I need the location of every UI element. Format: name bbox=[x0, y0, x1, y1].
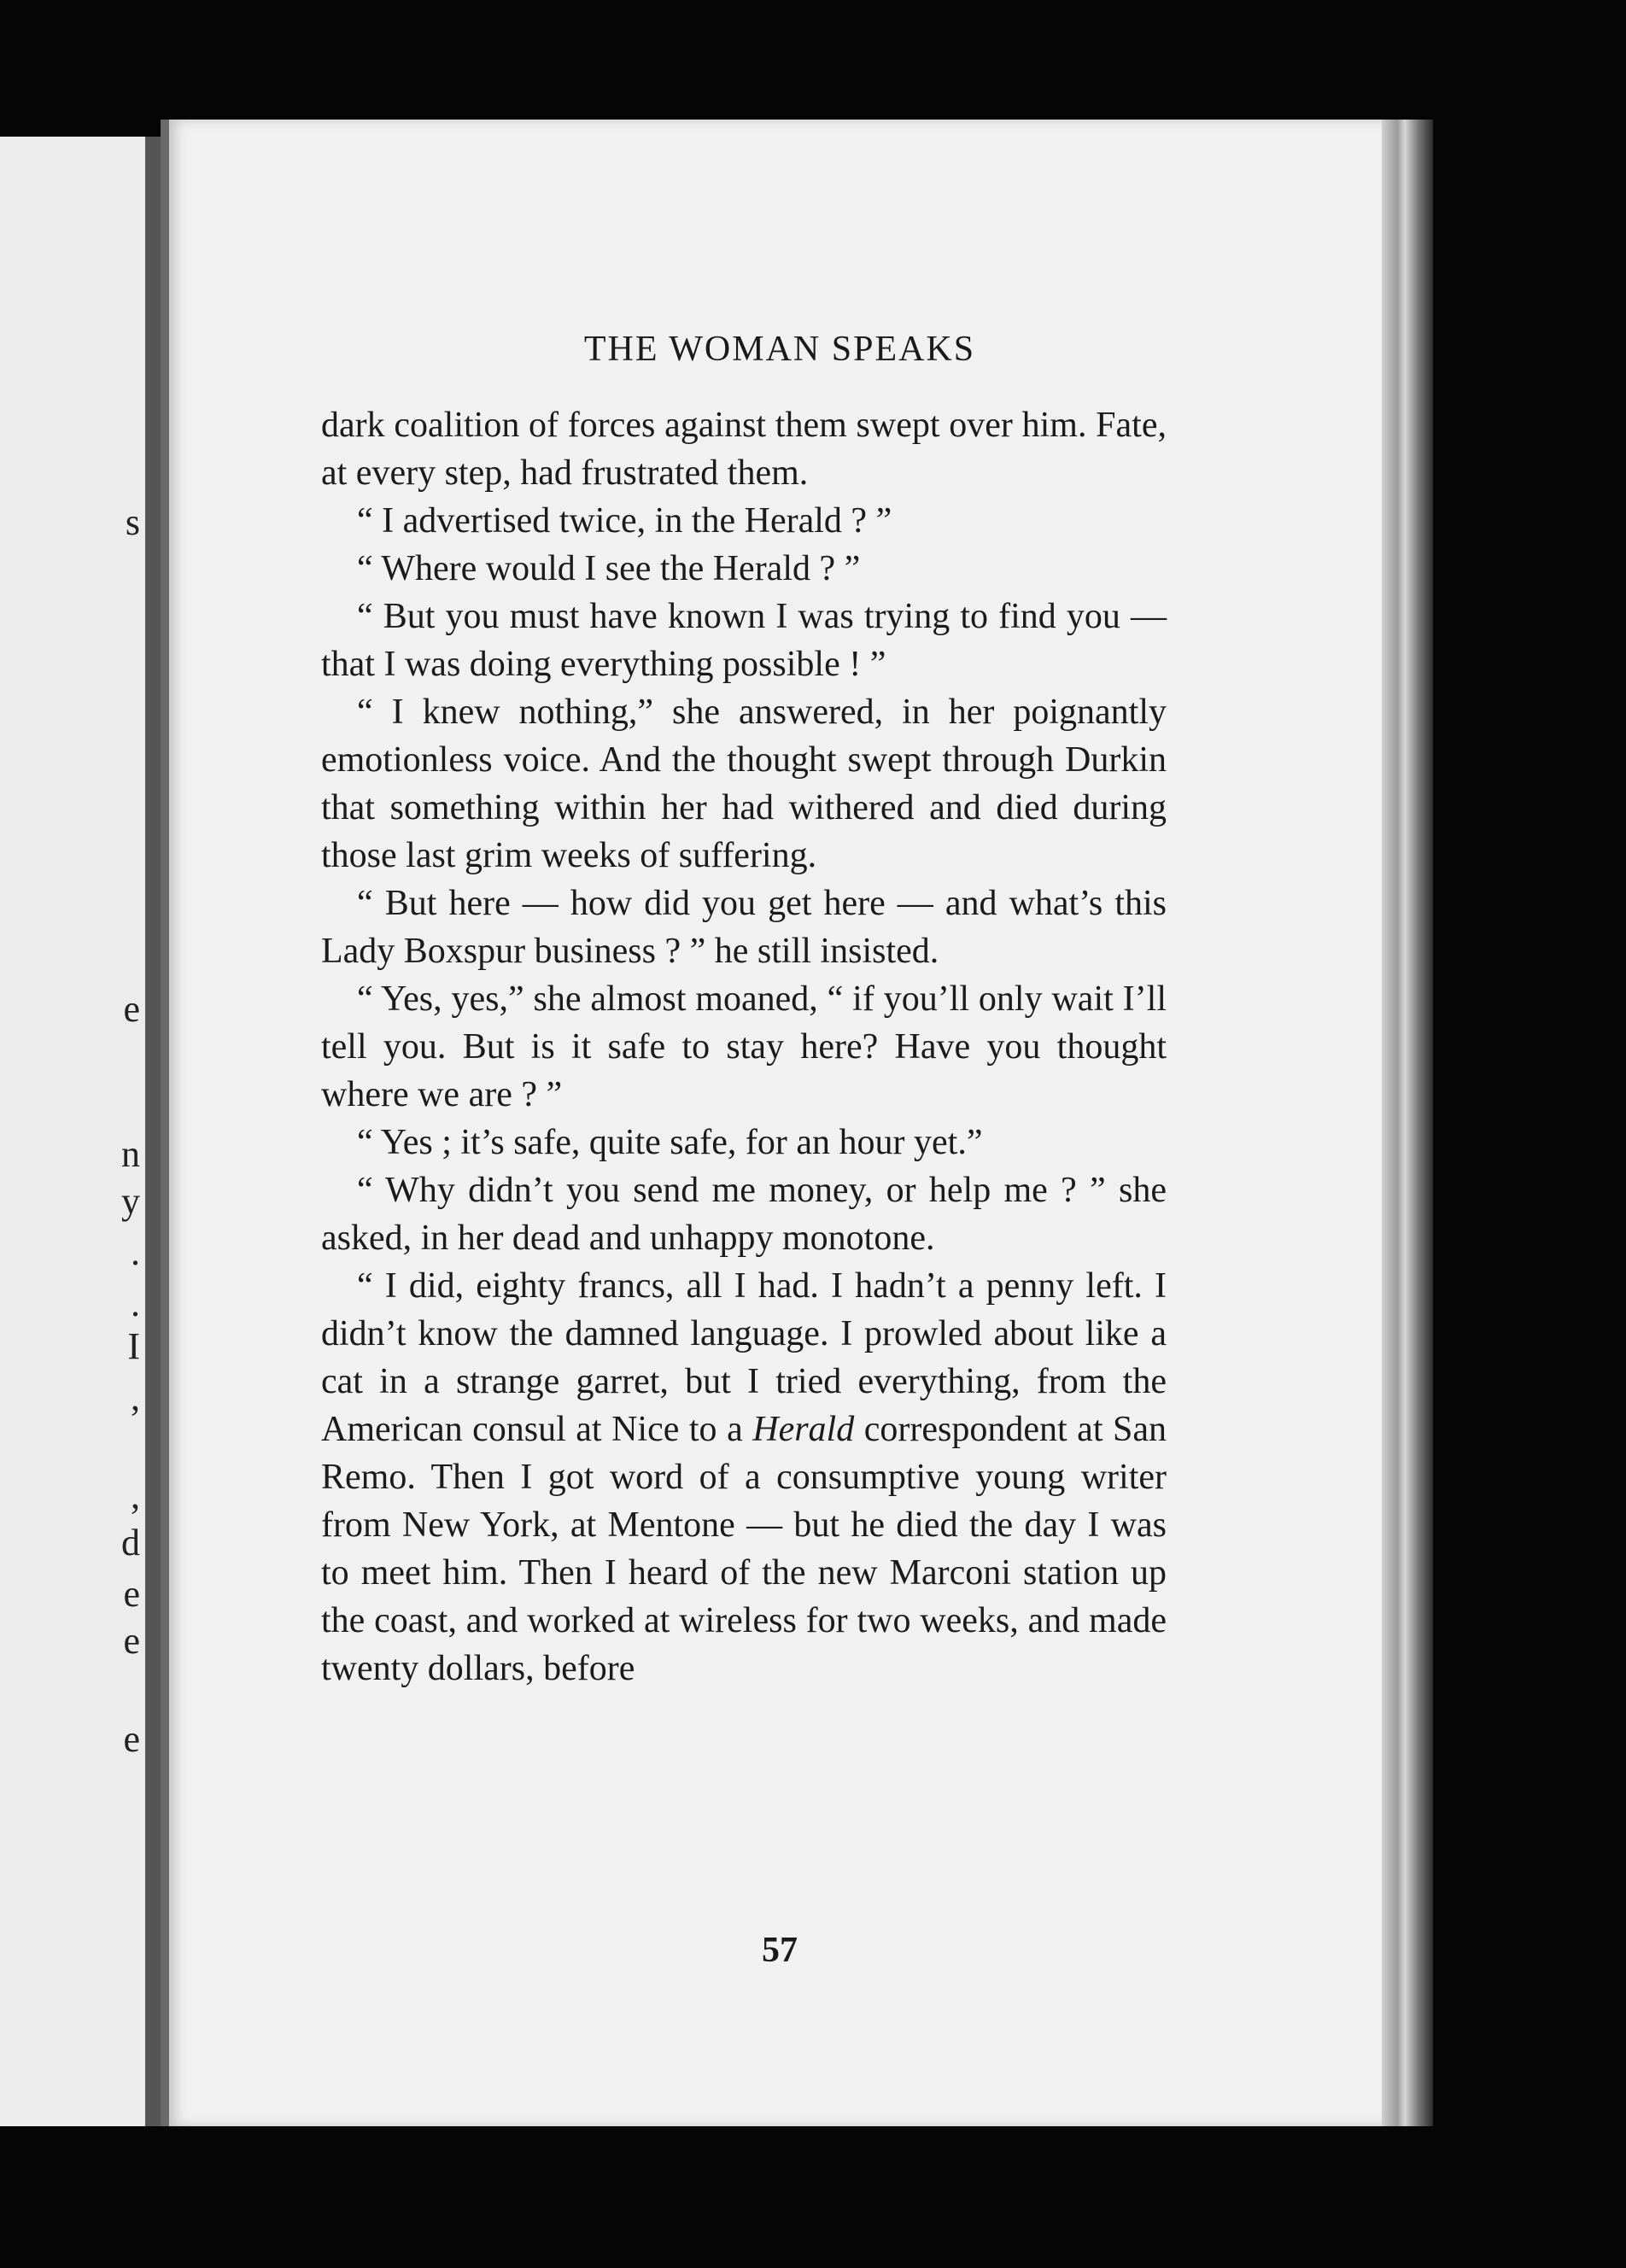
paragraph: “ Why didn’t you send me money, or help me ? ” she asked, in her dead and unhappy monotone. bbox=[321, 1171, 1167, 1258]
paragraph-text: correspondent at San Remo. Then I got word of a consumptive young writer from New York, at Mentone — but he died the day I was to meet him. Then I heard of the new Marconi station up the coast, and worked at wireless for two weeks, and made twenty dollars, before bbox=[321, 1410, 1167, 1688]
facing-page-fragment: e bbox=[123, 1718, 140, 1760]
paragraph: “ Yes ; it’s safe, quite safe, for an hour yet.” bbox=[357, 1123, 983, 1162]
body-text bbox=[321, 401, 1167, 1692]
paragraph bbox=[321, 1262, 1167, 1692]
facing-page-fragment: n bbox=[121, 1133, 140, 1175]
paragraph: “ I knew nothing,” she answered, in her poignantly emotionless voice. And the thought swept through Durkin that something within her had withered and died during those last grim weeks of suffering. bbox=[321, 693, 1167, 875]
facing-page-fragment: s bbox=[125, 501, 140, 543]
book-page bbox=[161, 120, 1390, 2126]
paragraph: “ But here — how did you get here — and what’s this Lady Boxspur business ? ” he still insisted. bbox=[321, 884, 1167, 971]
facing-page-fragment: , bbox=[131, 1377, 140, 1418]
facing-page-fragment: . bbox=[131, 1283, 140, 1324]
facing-page-fragment: e bbox=[123, 1573, 140, 1615]
facing-page-fragment: I bbox=[127, 1325, 140, 1367]
facing-page bbox=[0, 137, 161, 2126]
running-head: THE WOMAN SPEAKS bbox=[583, 330, 976, 369]
facing-page-fragment: , bbox=[131, 1475, 140, 1517]
page-block-edge bbox=[1382, 120, 1433, 2126]
paragraph: dark coalition of forces against them swept over him. Fate, at every step, had frustrated them. bbox=[321, 406, 1167, 493]
facing-page-fragment: d bbox=[121, 1522, 140, 1564]
facing-page-fragment: e bbox=[123, 988, 140, 1030]
facing-page-fragment: e bbox=[123, 1620, 140, 1662]
paragraph: “ Where would I see the Herald ? ” bbox=[357, 549, 861, 588]
facing-page-fragment: . bbox=[131, 1231, 140, 1273]
paragraph: “ Yes, yes,” she almost moaned, “ if you’ll only wait I’ll tell you. But is it safe to stay here? Have you thought where we are ? ” bbox=[321, 979, 1167, 1114]
facing-page-fragment: y bbox=[121, 1180, 140, 1222]
italic-herald: Herald bbox=[752, 1410, 855, 1449]
paragraph: “ I advertised twice, in the Herald ? ” bbox=[357, 501, 892, 541]
page-number: 57 bbox=[762, 1931, 798, 1970]
paragraph: “ But you must have known I was trying to find you — that I was doing everything possible ! ” bbox=[321, 597, 1167, 684]
paragraph-text: “ I did, eighty francs, all I had. I hadn’t a penny left. I didn’t know the damned language. I prowled about like a cat in a strange garret, but I tried everything, from the American consul at Nice to a bbox=[321, 1266, 1167, 1449]
